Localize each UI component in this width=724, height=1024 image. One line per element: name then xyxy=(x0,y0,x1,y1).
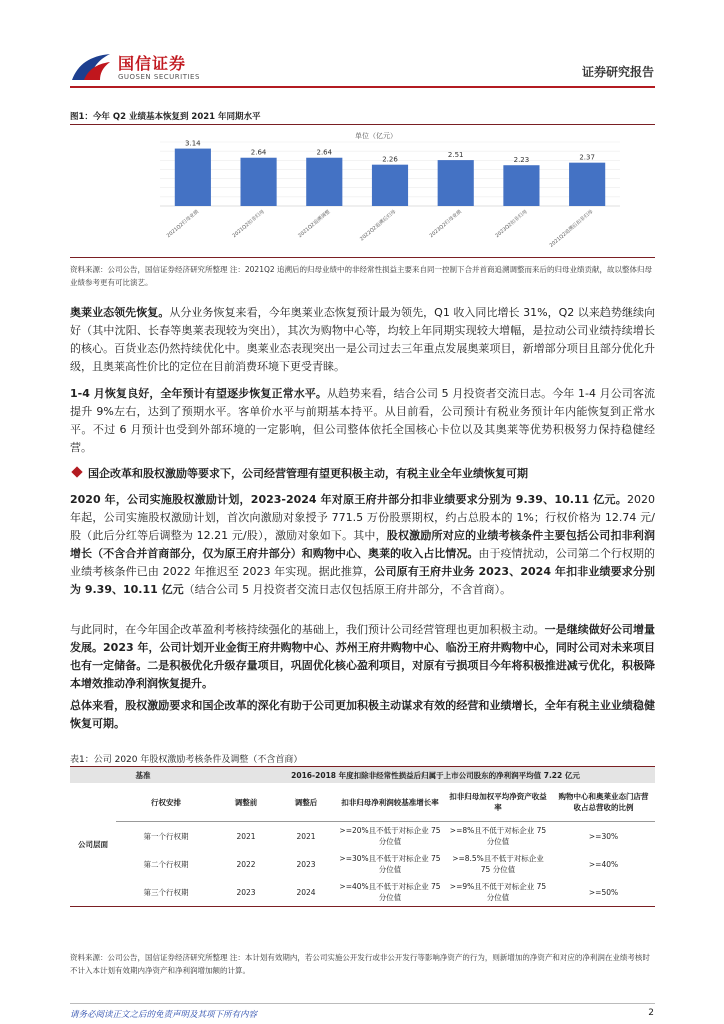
paragraph-body: 与此同时，在今年国企改革盈利考核持续强化的基础上，我们预计公司经营管理也更加积极主动。 xyxy=(70,623,545,636)
table-cell: 2024 xyxy=(276,878,336,907)
category-label: 2023Q2归母业绩 xyxy=(428,208,463,240)
table-col-header: 扣非归母净利润较基准增长率 xyxy=(336,783,444,822)
bar xyxy=(372,165,408,206)
paragraph-lead: 奥莱业态领先恢复。 xyxy=(70,306,170,319)
bar xyxy=(438,160,474,206)
paragraph-emphasis: 一是继续做好公司增量发展。2023 年，公司计划开业金街王府井购物中心、苏州王府井购物中心、临汾王府井购物中心，同时公司对未来项目也有一定储备。二是积极优化升级存量项目，巩固优化核心盈利项目，对原有亏损项目今年将积极推进减亏优化，积极降本增效推动净利润恢复提升。 xyxy=(70,623,656,690)
table-cell: >=30%且不低于对标企业 75 分位值 xyxy=(339,854,441,874)
table-source: 资料来源：公司公告，国信证券经济研究所整理 注：本计划有效期内，若公司实施公开发行或非公开发行等影响净资产的行为，则新增加的净资产和对应的净利润在业绩考核时不计入本计划有效期内净资产和净利润增加额的计算。 xyxy=(70,953,650,975)
brand-name: 国信证券 xyxy=(118,54,187,73)
bar-value-label: 2.64 xyxy=(316,148,333,157)
brand-name-en: GUOSEN SECURITIES xyxy=(118,73,200,81)
bar xyxy=(241,158,277,206)
table-cell: >=30% xyxy=(588,831,619,841)
header-divider xyxy=(70,86,655,88)
paragraph-incentive xyxy=(70,491,655,599)
paragraph-body: 由于疫情扰动，公司第二个行权期的业绩考核条件已由 2022 年推迟至 2023 年实现。据此推算， xyxy=(70,547,655,578)
bar-value-label: 2.64 xyxy=(250,148,267,157)
paragraph-management xyxy=(70,621,655,693)
bar xyxy=(503,165,539,206)
paragraph-body: 2020 年起，公司实施股权激励计划，首次向激励对象授予 771.5 万份股票期权，约占总股本的 1%；行权价格为 12.74 元/股（此后分红等后调整为 12.21 元/股），激励对象如下。其中， xyxy=(70,493,655,542)
bar-value-label: 2.23 xyxy=(513,156,530,165)
bar-value-label: 2.37 xyxy=(579,153,595,162)
table-subheader-row xyxy=(70,783,655,822)
paragraph-lead: 2020 年，公司实施股权激励计划，2023-2024 年对原王府井部分扣非业绩要求分别为 9.39、10.11 亿元。 xyxy=(70,493,627,506)
paragraph-recovery xyxy=(70,385,655,457)
table-cell: >=8%且不低于对标企业 75 分位值 xyxy=(449,826,547,846)
table-cell: >=50% xyxy=(552,878,655,907)
report-type: 证券研究报告 xyxy=(581,65,654,79)
category-label: 2022Q2追溯后归母 xyxy=(359,208,398,243)
section-heading xyxy=(70,465,655,481)
footer-divider xyxy=(70,1003,655,1004)
paragraph-body: （结合公司 5 月投资者交流日志仅包括原王府井部分，不含首商）。 xyxy=(183,583,512,596)
bar-chart xyxy=(70,128,655,258)
paragraph-emphasis: 股权激励所对应的业绩考核条件主要包括公司扣非利润增长（不含合并首商部分，仅为原王府井部分）和购物中心、奥莱的收入占比情况。 xyxy=(70,529,655,560)
paragraph-summary xyxy=(70,697,655,733)
bar xyxy=(569,163,605,206)
bar-value-label: 3.14 xyxy=(185,139,201,148)
table-base-label: 基准 xyxy=(70,767,216,784)
paragraph-emphasis: 公司原有王府井业务 2023、2024 年扣非业绩要求分别为 9.39、10.11 亿元 xyxy=(70,565,655,596)
table-title: 表1：公司 2020 年股权激励考核条件及调整（不含首商） xyxy=(70,755,303,765)
paragraph-lead: 1-4 月恢复良好，全年预计有望逐步恢复正常水平。 xyxy=(70,387,328,400)
table-cell: >=8.5%且不低于对标企业 75 分位值 xyxy=(452,854,544,874)
paragraph-body: 从分业务恢复来看，今年奥莱业态恢复预计最为领先，Q1 收入同比增长 31%，Q2 以来趋势继续向好（其中沈阳、长春等奥莱表现较为突出），其次为购物中心等，均较上年同期实现较大增幅，是拉动公司业绩持续增长的核心。百货业态仍然持续优化中。奥莱业态表现突出一是公司过去三年重点发展奥莱项目，新增部分项目且部分优化升级，且奥莱高性价比的定位在目前消费环境下更受青睐。 xyxy=(70,306,656,373)
table-col-header: 购物中心和奥莱业态门店营收占总营收的比例 xyxy=(552,783,655,822)
page-number: 2 xyxy=(648,1008,654,1018)
table-row xyxy=(70,850,655,878)
table-cell: 第一个行权期 xyxy=(143,831,189,841)
footer-disclaimer: 请务必阅读正文之后的免责声明及其项下所有内容 xyxy=(70,1010,258,1020)
table-header-row xyxy=(70,767,655,784)
paragraph-emphasis: 总体来看，股权激励要求和国企改革的深化有助于公司更加积极主动谋求有效的经营和业绩增长，全年有税主业业绩稳健恢复可期。 xyxy=(70,699,655,730)
bar xyxy=(306,158,342,206)
table-col-header: 行权安排 xyxy=(116,783,216,822)
category-label: 2023Q2扣非归母 xyxy=(494,208,529,240)
table-row xyxy=(70,878,655,907)
figure-source: 资料来源：公司公告，国信证券经济研究所整理 注：2021Q2 追溯后的归母业绩中的非经常性损益主要来自同一控制下合并首商追溯调整而来后的归母业绩贡献，故以整体归母业绩参考更有可比演艺。 xyxy=(70,265,653,287)
table-cell: >=40% xyxy=(588,859,619,869)
diamond-bullet-icon xyxy=(71,466,82,477)
incentive-table xyxy=(70,766,655,907)
table-col-header: 调整前 xyxy=(216,783,276,822)
bar-value-label: 2.26 xyxy=(382,155,398,164)
table-cell: 2021 xyxy=(236,831,256,841)
category-label: 2021Q2扣非归母 xyxy=(231,208,266,240)
paragraph-outlet xyxy=(70,304,655,376)
category-label: 2021Q2追溯调整 xyxy=(297,208,332,240)
table-cell: 2023 xyxy=(216,878,276,907)
table-cell: 第二个行权期 xyxy=(143,859,189,869)
bar xyxy=(175,149,211,206)
category-label: 2021Q2归母业绩 xyxy=(165,208,201,240)
category-label: 2021Q2追溯后扣非归母 xyxy=(548,208,595,249)
table-group-label: 公司层面 xyxy=(70,783,116,907)
table-cell: 2021 xyxy=(296,831,316,841)
table-col-header: 扣非归母加权平均净资产收益率 xyxy=(444,783,552,822)
chart-unit-label: 单位（亿元） xyxy=(355,132,397,140)
table-cell: >=40%且不低于对标企业 75 分位值 xyxy=(336,878,444,907)
paragraph-body: 从趋势来看，结合公司 5 月投资者交流日志。今年 1-4 月公司客流提升 9%左右，达到了预期水平。客单价水平与前期基本持平。从目前看，公司预计有税业务预计年内能恢复到正常水平。不过 6 月预计也受到外部环境的一定影响，但公司整体依托全国核心卡位以及其奥莱等优势积极努力保持稳健经营。 xyxy=(70,387,656,454)
figure-top-rule xyxy=(70,124,655,125)
table-cell: 第三个行权期 xyxy=(116,878,216,907)
bar-value-label: 2.51 xyxy=(447,151,464,160)
figure-title: 图1：今年 Q2 业绩基本恢复到 2021 年同期水平 xyxy=(70,112,261,122)
table-cell: >=20%且不低于对标企业 75 分位值 xyxy=(339,826,441,846)
section-heading-text: 国企改革和股权激励等要求下，公司经营管理有望更积极主动，有税主业全年业绩恢复可期 xyxy=(88,467,528,480)
table-cell: >=9%且不低于对标企业 75 分位值 xyxy=(444,878,552,907)
table-col-header: 调整后 xyxy=(276,783,336,822)
table-base-value: 2016-2018 年度扣除非经常性损益后归属于上市公司股东的净利润平均值 7.22 亿元 xyxy=(216,767,655,784)
table-row xyxy=(70,822,655,851)
guosen-logo-icon xyxy=(70,50,112,82)
table-cell: 2022 xyxy=(236,859,256,869)
figure-bottom-rule xyxy=(70,257,655,258)
table-cell: 2023 xyxy=(296,859,316,869)
